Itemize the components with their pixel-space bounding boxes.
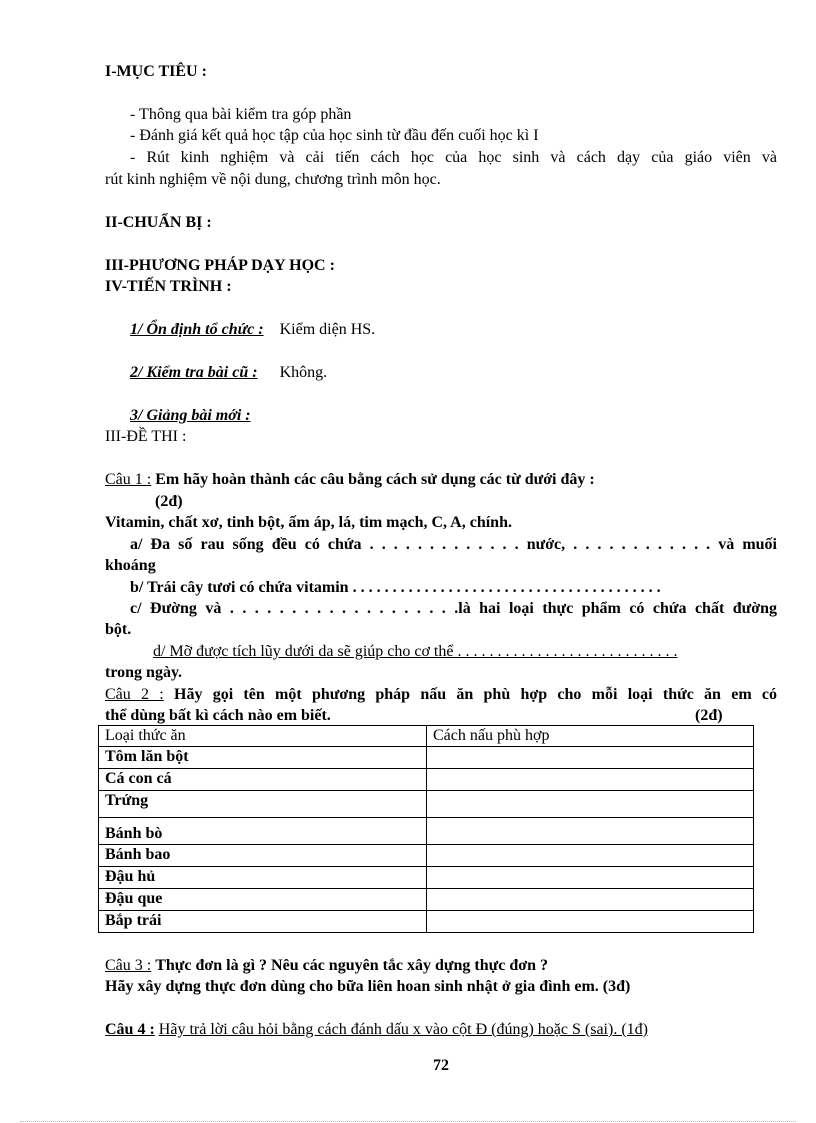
process-step-value: Không.: [279, 364, 328, 381]
question-label: Câu 2 :: [105, 686, 164, 703]
table-row: [99, 889, 754, 911]
table-header-row: [99, 726, 754, 747]
method-cell: [427, 818, 754, 845]
method-cell: [427, 769, 754, 791]
question-label: Câu 4 :: [105, 1021, 155, 1038]
exam-heading: III-ĐỀ THI :: [105, 428, 187, 445]
question-prompt: Em hãy hoàn thành các câu bằng cách sử dụng các từ dưới đây :: [155, 471, 595, 488]
table-header-food: Loại thức ăn: [99, 726, 427, 747]
process-step-1: [130, 320, 375, 340]
fill-blank-b: b/ Trái cây tươi có chứa vitamin . . . . . . . . . . . . . . . . . . . . . . . . . . . . . . . . . . . . . . .: [130, 579, 661, 596]
question-points: (2đ): [155, 493, 183, 510]
fill-blank-a: a/ Đa số rau sống đều có chứa . . . . . . . . . . . . . nước, . . . . . . . . . . . . và muối: [130, 536, 777, 553]
word-bank: Vitamin, chất xơ, tinh bột, ấm áp, lá, tim mạch, C, A, chính.: [105, 514, 512, 531]
objective-item: - Thông qua bài kiểm tra góp phần: [130, 106, 352, 123]
table-header-method: Cách nấu phù hợp: [427, 726, 754, 747]
question-prompt: Hãy trả lời câu hỏi bằng cách đánh dấu x vào cột Đ (đúng) hoặc S (sai). (1đ): [158, 1021, 648, 1038]
process-step-2: [130, 363, 327, 383]
fill-blank-d-continued: trong ngày.: [105, 664, 183, 681]
question-1: [105, 470, 595, 490]
question-prompt: Thực đơn là gì ? Nêu các nguyên tắc xây dựng thực đơn ?: [155, 957, 549, 974]
question-prompt: Hãy gọi tên một phương pháp nấu ăn phù hợp cho mỗi loại thức ăn em có: [174, 686, 778, 703]
food-cell: Trứng: [99, 791, 427, 818]
table-row: [99, 769, 754, 791]
method-cell: [427, 867, 754, 889]
section-preparation-heading: II-CHUẨN BỊ :: [105, 214, 212, 231]
page-bottom-divider: [20, 1121, 796, 1122]
question-points: (2đ): [695, 707, 723, 724]
table-row: [99, 818, 754, 845]
food-cell: Cá con cá: [99, 769, 427, 791]
process-step-label: 3/ Giảng bài mới :: [130, 407, 251, 424]
process-step-label: 1/ Ổn định tổ chức :: [130, 321, 264, 338]
food-cell: Tôm lăn bột: [99, 747, 427, 769]
objective-item: - Đánh giá kết quả học tập của học sinh từ đầu đến cuối học kì I: [130, 127, 539, 144]
table-row: [99, 791, 754, 818]
fill-blank-c: c/ Đường và . . . . . . . . . . . . . . . . . . .là hai loại thực phẩm có chứa chất đường: [130, 600, 777, 617]
fill-blank-a-continued: khoáng: [105, 557, 156, 574]
process-step-value: Kiểm diện HS.: [279, 321, 376, 338]
method-cell: [427, 889, 754, 911]
food-cell: Đậu hủ: [99, 867, 427, 889]
food-cell: Bánh bao: [99, 845, 427, 867]
method-cell: [427, 747, 754, 769]
section-methods-heading: III-PHƯƠNG PHÁP DẠY HỌC :: [105, 257, 335, 274]
table-row: [99, 867, 754, 889]
food-cell: Đậu que: [99, 889, 427, 911]
process-step-3: [130, 406, 251, 426]
section-process-heading: IV-TIẾN TRÌNH :: [105, 278, 232, 295]
method-cell: [427, 845, 754, 867]
fill-blank-d: d/ Mỡ được tích lũy dưới da sẽ giúp cho cơ thể . . . . . . . . . . . . . . . . . . . . . . . . . . . .: [153, 643, 678, 660]
question-2: [105, 685, 777, 705]
method-cell: [427, 911, 754, 933]
question-prompt-continued: thể dùng bất kì cách nào em biết.: [105, 707, 331, 724]
question-label: Câu 1 :: [105, 471, 152, 488]
method-cell: [427, 791, 754, 818]
table-row: [99, 845, 754, 867]
objective-item: - Rút kinh nghiệm và cải tiến cách học của học sinh và cách dạy của giáo viên và: [130, 149, 777, 166]
fill-blank-c-continued: bột.: [105, 621, 132, 638]
question-prompt-continued: Hãy xây dựng thực đơn dùng cho bữa liên hoan sinh nhật ở gia đình em. (3đ): [105, 978, 631, 995]
cooking-method-table: [98, 725, 754, 933]
food-cell: Bánh bò: [99, 818, 427, 845]
page-number: 72: [433, 1057, 449, 1074]
question-3: [105, 956, 548, 976]
question-label: Câu 3 :: [105, 957, 152, 974]
process-step-label: 2/ Kiểm tra bài cũ :: [130, 364, 258, 381]
table-row: [99, 747, 754, 769]
section-objectives-heading: I-MỤC TIÊU :: [105, 63, 207, 80]
question-4: [105, 1020, 648, 1040]
table-row: [99, 911, 754, 933]
food-cell: Bắp trái: [99, 911, 427, 933]
objective-item-continued: rút kinh nghiệm về nội dung, chương trình môn học.: [105, 171, 441, 188]
